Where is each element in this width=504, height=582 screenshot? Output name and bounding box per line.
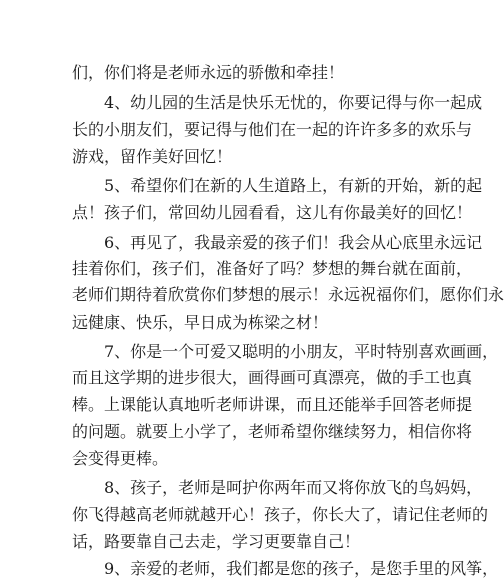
text-line: 9、亲爱的老师，我们都是您的孩子，是您手里的风筝， bbox=[104, 559, 499, 578]
text-line: 7、你是一个可爱又聪明的小朋友，平时特别喜欢画画， bbox=[104, 342, 499, 361]
text-line: 棒。上课能认真地听老师讲课，而且还能举手回答老师提 bbox=[72, 395, 473, 414]
text-line: 5、希望你们在新的人生道路上，有新的开始，新的起 bbox=[104, 176, 483, 195]
text-line: 远健康、快乐，早日成为栋梁之材！ bbox=[72, 313, 329, 332]
text-line: 会变得更棒。 bbox=[72, 449, 169, 468]
text-line: 的问题。就要上小学了，老师希望你继续努力，相信你将 bbox=[72, 422, 473, 441]
text-line: 6、再见了，我最亲爱的孩子们！我会从心底里永远记 bbox=[104, 233, 483, 252]
text-line: 而且这学期的进步很大，画得画可真漂亮，做的手工也真 bbox=[72, 368, 473, 387]
text-line: 们，你们将是老师永远的骄傲和牵挂！ bbox=[72, 63, 345, 82]
text-line: 挂着你们，孩子们，准备好了吗？梦想的舞台就在面前， bbox=[72, 259, 473, 278]
text-line: 4、幼儿园的生活是快乐无忧的，你要记得与你一起成 bbox=[104, 93, 483, 112]
text-line: 老师们期待着欣赏你们梦想的展示！永远祝福你们，愿你们永 bbox=[72, 285, 504, 304]
text-line: 8、孩子，老师是呵护你两年而又将你放飞的鸟妈妈， bbox=[104, 478, 483, 497]
text-line: 话，路要靠自己去走，学习更要靠自己！ bbox=[72, 532, 361, 551]
text-line: 游戏，留作美好回忆！ bbox=[72, 147, 233, 166]
text-line: 你飞得越高老师就越开心！孩子，你长大了，请记住老师的 bbox=[72, 505, 489, 524]
text-line: 点！孩子们，常回幼儿园看看，这儿有你最美好的回忆！ bbox=[72, 203, 473, 222]
text-line: 长的小朋友们，要记得与他们在一起的许许多多的欢乐与 bbox=[72, 120, 473, 139]
